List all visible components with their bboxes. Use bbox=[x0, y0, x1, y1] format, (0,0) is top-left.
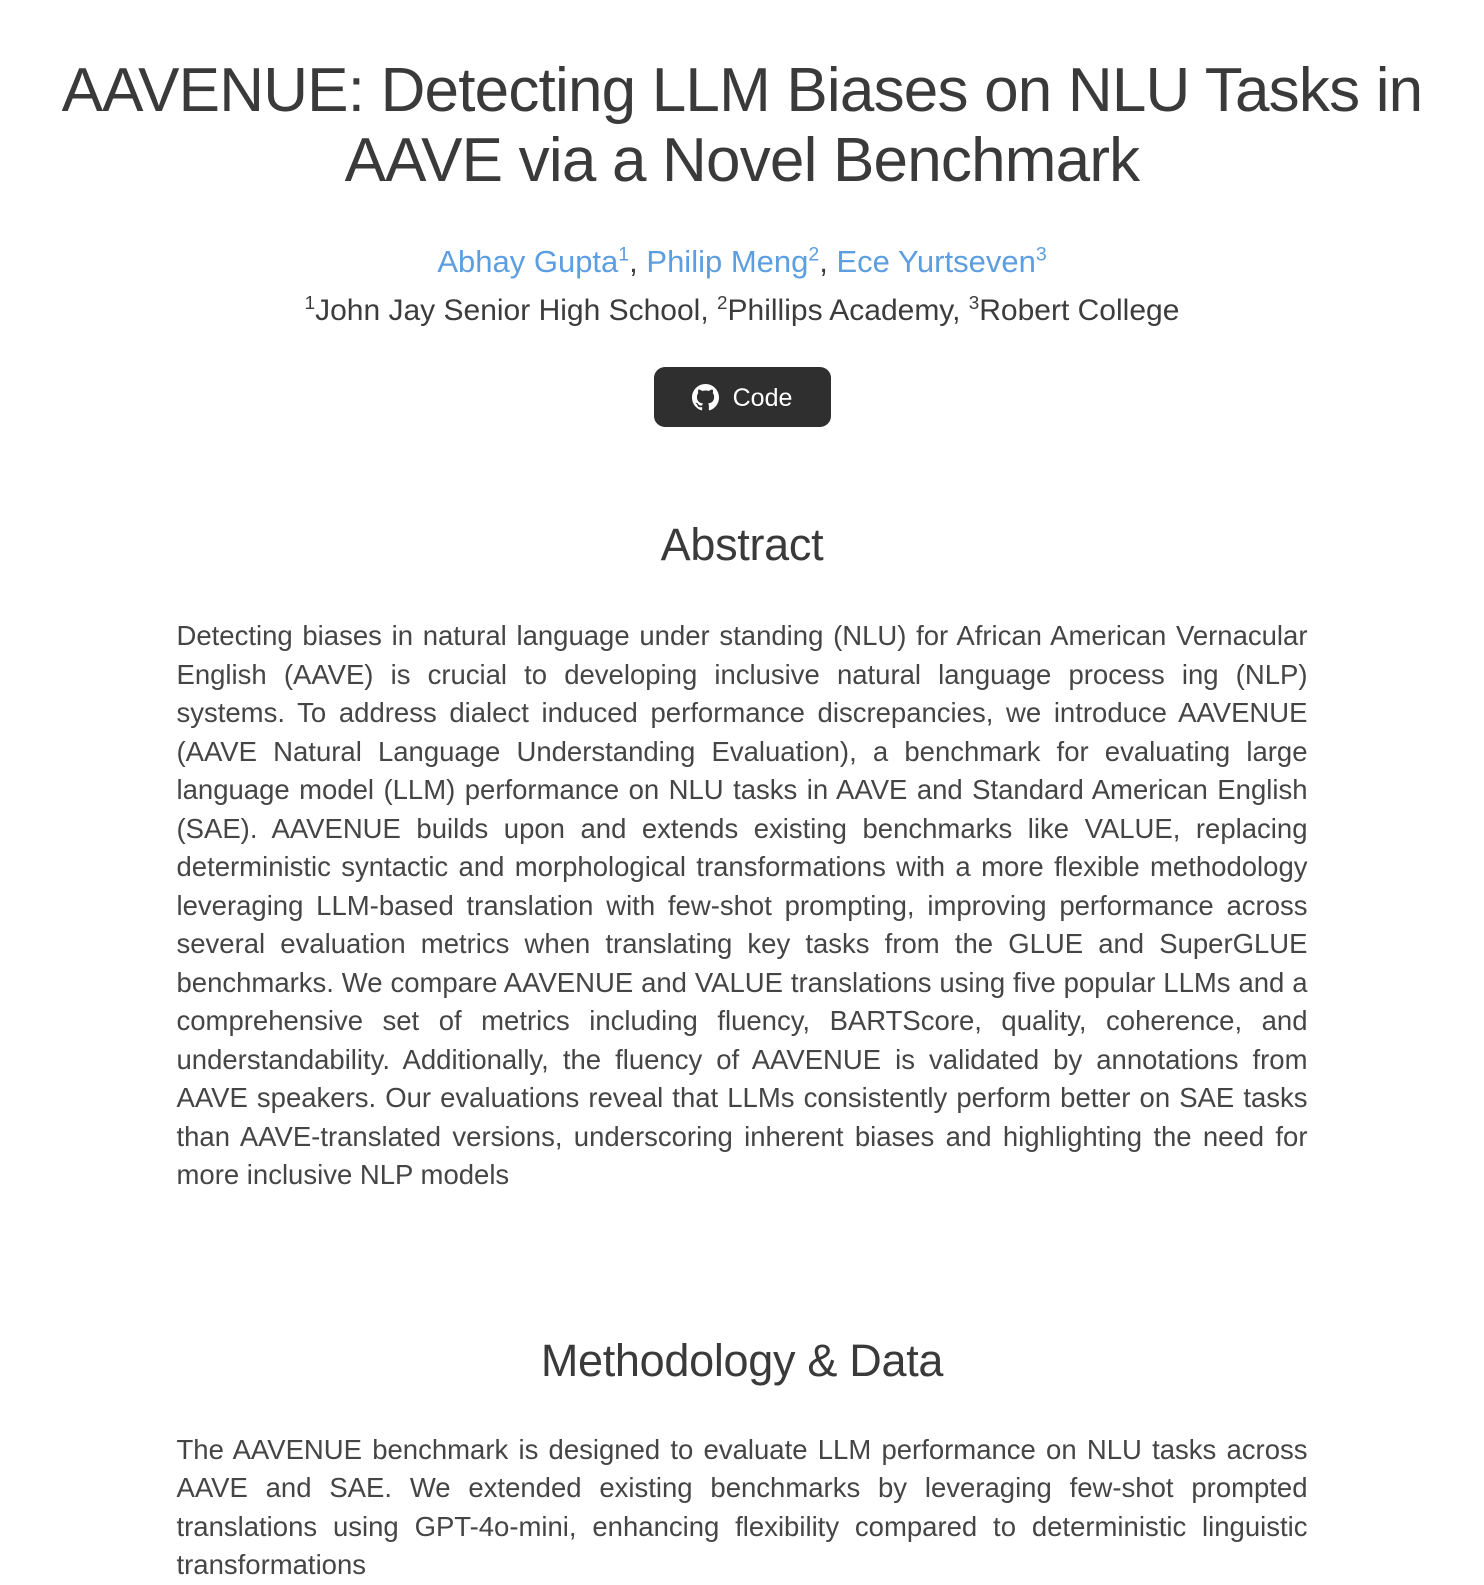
author-name-3: Ece Yurtseven bbox=[836, 244, 1036, 280]
affiliation-separator-2: , bbox=[952, 294, 969, 328]
author-link-1[interactable] bbox=[437, 244, 629, 279]
abstract-body-text: Detecting biases in natural language under standing (NLU) for African American Vernacular English (AAVE) is crucial to developing inclusive natural language process ing (NLP) systems. To address dialect induced performance discrepancies, we introduce AAVENUE (AAVE Natural Language Understanding Evaluation), a benchmark for evaluating large language model (LLM) performance on NLU tasks in AAVE and Standard American English (SAE). AAVENUE builds upon and extends existing benchmarks like VALUE, replacing deterministic syntactic and morphological transformations with a more flexible methodology leveraging LLM-based translation with few-shot prompting, improving performance across several evaluation metrics when translating key tasks from the GLUE and SuperGLUE benchmarks. We compare AAVENUE and VALUE translations using five popular LLMs and a comprehensive set of metrics including fluency, BARTScore, quality, coherence, and understandability. Additionally, the fluency of AAVENUE is validated by annotations from AAVE speakers. Our evaluations reveal that LLMs consistently perform better on SAE tasks than AAVE-translated versions, underscoring inherent biases and highlighting the need for more inclusive NLP models bbox=[176, 620, 1308, 1191]
affiliation-name-3: Robert College bbox=[979, 294, 1180, 328]
methodology-body-text: The AAVENUE benchmark is designed to evaluate LLM performance on NLU tasks across AAVE and SAE. We extended existing benchmarks by leveraging few-shot prompted translations using GPT-4o-mini, enhancing flexibility compared to deterministic linguistic transformations bbox=[176, 1433, 1308, 1581]
author-separator-1: , bbox=[629, 244, 647, 280]
author-affiliation-marker-2: 2 bbox=[808, 243, 820, 266]
author-name-2: Philip Meng bbox=[646, 244, 809, 280]
author-affiliation-marker-3: 3 bbox=[1035, 243, 1047, 266]
affiliation-1 bbox=[305, 294, 701, 327]
author-link-3[interactable] bbox=[836, 244, 1046, 279]
page-title: AAVENUE: Detecting LLM Biases on NLU Tasks in AAVE via a Novel Benchmark bbox=[61, 56, 1423, 196]
affiliation-separator-1: , bbox=[700, 294, 718, 328]
author-list bbox=[0, 196, 1484, 280]
code-button-label: Code bbox=[732, 383, 793, 412]
author-link-2[interactable] bbox=[646, 244, 819, 279]
github-icon bbox=[692, 384, 719, 411]
affiliation-marker-3: 3 bbox=[968, 293, 980, 315]
section-heading-abstract: Abstract bbox=[660, 519, 824, 571]
author-name-1: Abhay Gupta bbox=[437, 244, 619, 280]
link-button-row bbox=[0, 329, 1484, 427]
author-affiliation-marker-1: 1 bbox=[618, 243, 630, 266]
author-separator-2: , bbox=[819, 244, 837, 280]
affiliation-2 bbox=[717, 294, 952, 327]
affiliation-name-2: Phillips Academy bbox=[727, 294, 953, 328]
section-heading-methodology: Methodology & Data bbox=[540, 1334, 944, 1386]
code-button[interactable] bbox=[654, 367, 831, 427]
affiliation-list bbox=[0, 280, 1484, 329]
affiliation-name-1: John Jay Senior High School bbox=[315, 294, 701, 328]
affiliation-3 bbox=[969, 294, 1180, 327]
affiliation-marker-2: 2 bbox=[717, 293, 728, 315]
affiliation-marker-1: 1 bbox=[304, 293, 316, 315]
